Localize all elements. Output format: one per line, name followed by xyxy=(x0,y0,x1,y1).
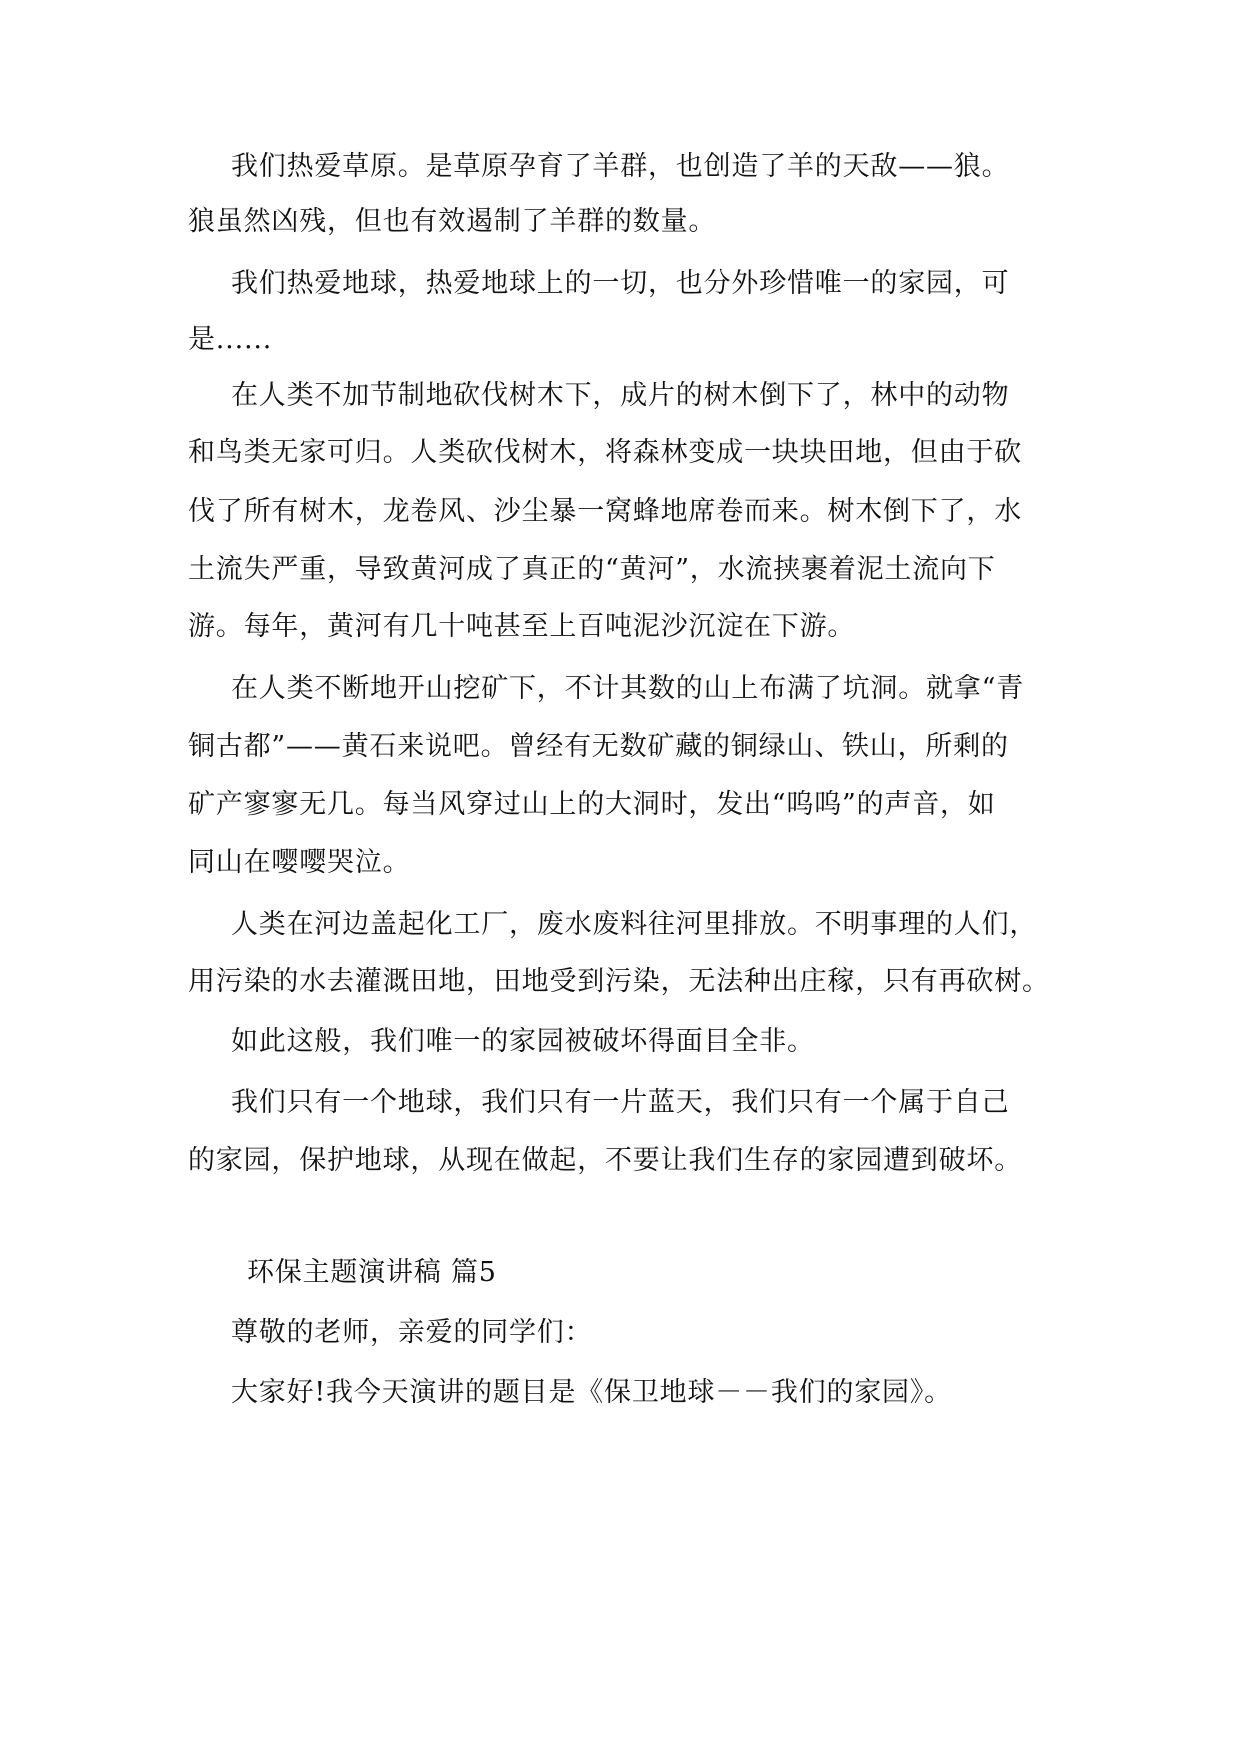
paragraph-line: 我们热爱地球，热爱地球上的一切，也分外珍惜唯一的家园，可 xyxy=(231,268,1010,299)
paragraph-line: 同山在嘤嘤哭泣。 xyxy=(188,847,411,878)
paragraph-line: 伐了所有树木，龙卷风、沙尘暴一窝蜂地席卷而来。树木倒下了，水 xyxy=(188,496,1022,527)
paragraph-line: 如此这般，我们唯一的家园被破坏得面目全非。 xyxy=(231,1026,815,1057)
paragraph-line: 和鸟类无家可归。人类砍伐树木，将森林变成一块块田地，但由于砍 xyxy=(188,437,1022,468)
paragraph-line: 的家园，保护地球，从现在做起，不要让我们生存的家园遭到破坏。 xyxy=(188,1145,1022,1176)
paragraph-line: 在人类不加节制地砍伐树木下，成片的树木倒下了，林中的动物 xyxy=(231,380,1010,411)
paragraph-line: 我们热爱草原。是草原孕育了羊群，也创造了羊的天敌——狼。 xyxy=(231,151,1010,182)
paragraph-line: 用污染的水去灌溉田地，田地受到污染，无法种出庄稼，只有再砍树。 xyxy=(188,966,1050,997)
opening-line: 大家好!我今天演讲的题目是《保卫地球－－我们的家园》。 xyxy=(231,1377,952,1408)
greeting-line: 尊敬的老师，亲爱的同学们： xyxy=(231,1317,593,1348)
paragraph-line: 铜古都”——黄石来说吧。曾经有无数矿藏的铜绿山、铁山，所剩的 xyxy=(188,731,1009,762)
paragraph-line: 矿产寥寥无几。每当风穿过山上的大洞时，发出“呜呜”的声音，如 xyxy=(188,789,996,820)
section-heading: 环保主题演讲稿 篇5 xyxy=(247,1257,497,1288)
paragraph-line: 狼虽然凶残，但也有效遏制了羊群的数量。 xyxy=(188,206,717,237)
paragraph-line: 人类在河边盖起化工厂，废水废料往河里排放。不明事理的人们， xyxy=(231,909,1038,940)
paragraph-line: 游。每年，黄河有几十吨甚至上百吨泥沙沉淀在下游。 xyxy=(188,611,856,642)
paragraph-line: 土流失严重，导致黄河成了真正的“黄河”，水流挟裹着泥土流向下 xyxy=(188,554,996,585)
paragraph-line: 在人类不断地开山挖矿下，不计其数的山上布满了坑洞。就拿“青 xyxy=(231,673,1025,704)
paragraph-line: 是...... xyxy=(188,324,273,355)
paragraph-line: 我们只有一个地球，我们只有一片蓝天，我们只有一个属于自己 xyxy=(231,1087,1010,1118)
